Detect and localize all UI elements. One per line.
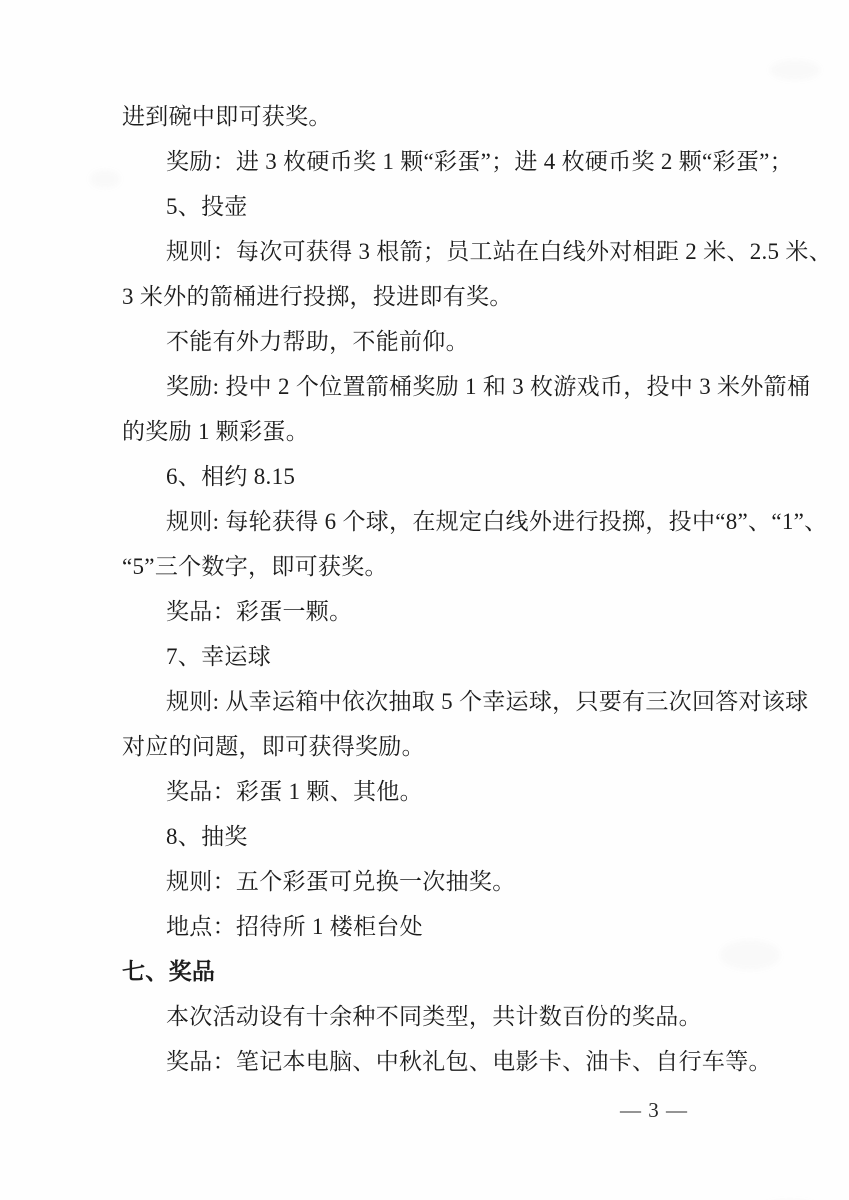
text-line: 奖励：进 3 枚硬币奖 1 颗“彩蛋”；进 4 枚硬币奖 2 颗“彩蛋”；: [166, 149, 793, 174]
text-line: 8、抽奖: [166, 824, 248, 849]
text-line: 进到碗中即可获奖。: [122, 104, 332, 129]
text-line: 奖品：彩蛋 1 颗、其他。: [166, 779, 423, 804]
text-line: 7、幸运球: [166, 644, 271, 669]
text-line: 5、投壶: [166, 194, 248, 219]
text-line: 不能有外力帮助，不能前仰。: [166, 329, 469, 354]
text-line: 规则: 每轮获得 6 个球，在规定白线外进行投掷，投中“8”、“1”、: [166, 509, 828, 534]
text-line: 本次活动设有十余种不同类型，共计数百份的奖品。: [166, 1004, 702, 1029]
text-line: 奖品：笔记本电脑、中秋礼包、电影卡、油卡、自行车等。: [166, 1049, 772, 1074]
text-line: 的奖励 1 颗彩蛋。: [122, 419, 309, 444]
text-line: 对应的问题，即可获得奖励。: [122, 734, 425, 759]
text-line: 3 米外的箭桶进行投掷，投进即有奖。: [122, 284, 513, 309]
text-line: 奖励: 投中 2 个位置箭桶奖励 1 和 3 枚游戏币，投中 3 米外箭桶: [166, 374, 811, 399]
text-line: “5”三个数字，即可获奖。: [122, 554, 388, 579]
text-line: 奖品：彩蛋一颗。: [166, 599, 353, 624]
scan-artifact: [770, 60, 820, 80]
scan-artifact: [90, 170, 120, 188]
text-line: 规则：五个彩蛋可兑换一次抽奖。: [166, 869, 516, 894]
section-heading: 七、奖品: [122, 959, 216, 984]
text-line: 规则: 从幸运箱中依次抽取 5 个幸运球，只要有三次回答对该球: [166, 689, 809, 714]
document-body: [122, 94, 832, 1084]
page-number: — 3 —: [620, 1098, 688, 1122]
text-line: 6、相约 8.15: [166, 464, 296, 489]
text-line: 地点：招待所 1 楼柜台处: [166, 914, 423, 939]
text-line: 规则：每次可获得 3 根箭；员工站在白线外对相距 2 米、2.5 米、: [166, 239, 832, 264]
